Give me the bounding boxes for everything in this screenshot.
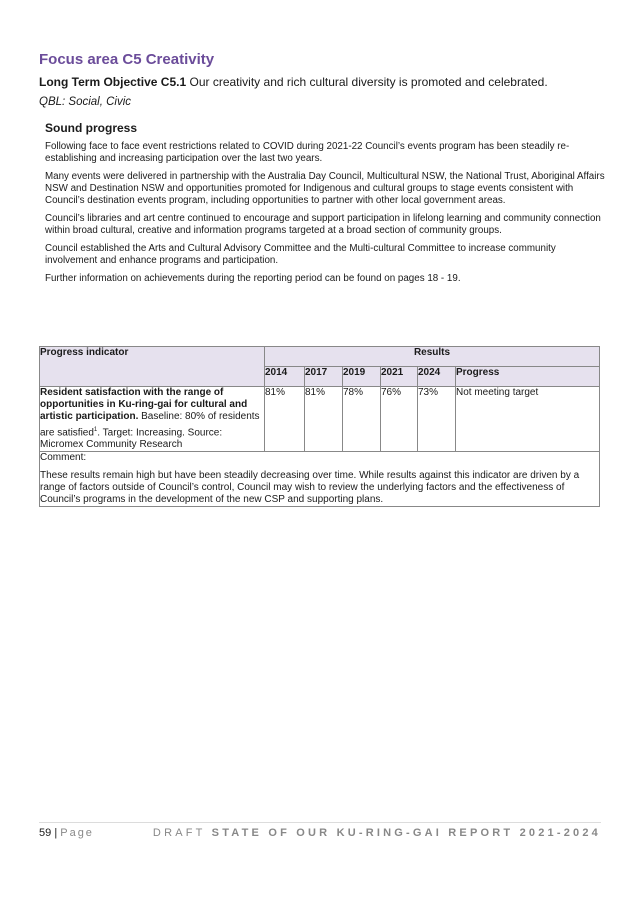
section-paragraph: Further information on achievements during the reporting period can be found on pages 18 - 19. bbox=[45, 273, 461, 285]
year-header: 2024 bbox=[418, 367, 456, 387]
year-header: 2017 bbox=[305, 367, 343, 387]
results-header: Results bbox=[265, 347, 600, 367]
report-title bbox=[153, 827, 601, 839]
report-name: STATE OF OUR KU-RING-GAI REPORT 2021-2024 bbox=[211, 827, 601, 839]
indicator-title: Resident satisfaction with the range of opportunities in Ku-ring-gai for cultural and artistic participation. bbox=[40, 387, 248, 423]
progress-header: Progress bbox=[456, 367, 600, 387]
progress-indicator-table bbox=[39, 346, 600, 507]
footnote-mark: 1 bbox=[93, 426, 98, 433]
page-number: 59 bbox=[39, 827, 52, 839]
focus-area-heading: Focus area C5 Creativity bbox=[39, 51, 215, 68]
result-value: 78% bbox=[343, 387, 381, 452]
qbl-line: QBL: Social, Civic bbox=[39, 96, 132, 108]
result-value: 76% bbox=[381, 387, 418, 452]
progress-status: Not meeting target bbox=[456, 387, 600, 452]
year-header: 2019 bbox=[343, 367, 381, 387]
section-paragraph: Council’s libraries and art centre continued to encourage and support participation in lifelong learning and community connection within broad cultural, creative and information programs targeted at a broad section of community groups. bbox=[45, 212, 601, 236]
comment-text: These results remain high but have been steadily decreasing over time. While results against this indicator are driven by a range of factors outside of Council’s control, Council may wish to review the underlying factors and the effectiveness of Council’s programs in the development of the new CSP and supporting plans. bbox=[40, 469, 580, 505]
result-value: 81% bbox=[305, 387, 343, 452]
long-term-objective bbox=[39, 75, 609, 90]
indicator-target-source: . Target: Increasing. Source: Micromex Community Research bbox=[40, 426, 223, 451]
year-header: 2014 bbox=[265, 367, 305, 387]
progress-indicator-header: Progress indicator bbox=[40, 347, 265, 387]
result-value: 73% bbox=[418, 387, 456, 452]
footer-separator: | bbox=[54, 827, 58, 839]
comment-label: Comment: bbox=[40, 452, 87, 464]
section-title: Sound progress bbox=[45, 121, 138, 135]
section-paragraph: Following face to face event restrictions related to COVID during 2021-22 Council’s events program has been steadily re-establishing and increasing participation over the last two years. bbox=[45, 141, 570, 164]
result-value: 81% bbox=[265, 387, 305, 452]
page-word: Page bbox=[60, 827, 94, 839]
section-paragraph: Many events were delivered in partnership with the Australia Day Council, Multicultural NSW, the National Trust, Aboriginal Affairs NSW and Destination NSW and opportunities promoted for Indigenous and cultural groups to stage events consistent with Council’s destination events program, including opportunities to partner with other local government areas. bbox=[45, 171, 605, 206]
comment-cell bbox=[40, 452, 600, 507]
section-paragraph: Council established the Arts and Cultural Advisory Committee and the Multi-cultural Committee to increase community involvement and enhance programs and participation. bbox=[45, 243, 556, 266]
indicator-description bbox=[40, 387, 265, 452]
page-label bbox=[39, 827, 94, 839]
page-footer bbox=[39, 822, 601, 845]
year-header: 2021 bbox=[381, 367, 418, 387]
indicator-baseline: Baseline: 80% of residents are satisfied bbox=[40, 411, 260, 438]
objective-label: Long Term Objective C5.1 bbox=[39, 75, 187, 89]
progress-section bbox=[45, 121, 605, 291]
table-row bbox=[40, 387, 600, 452]
draft-label: DRAFT bbox=[152, 827, 206, 839]
objective-text: Our creativity and rich cultural diversity is promoted and celebrated. bbox=[189, 75, 548, 89]
